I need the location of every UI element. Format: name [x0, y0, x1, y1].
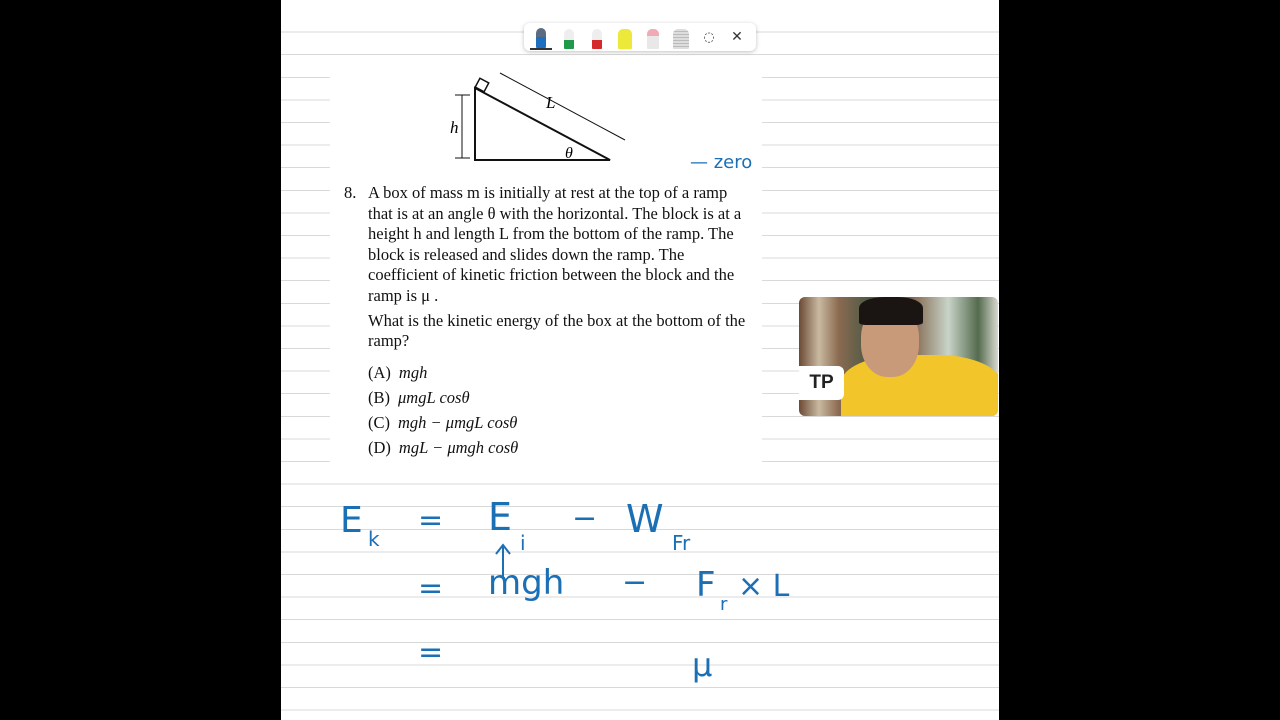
ink-equals-1: =: [418, 503, 444, 538]
webcam-overlay: [799, 297, 998, 416]
ink-mgh: mgh: [488, 563, 565, 603]
label-theta: θ: [565, 145, 573, 162]
label-L: L: [546, 93, 556, 112]
ink-minus-2: −: [622, 565, 648, 600]
ink-equals-2: =: [418, 571, 444, 606]
ink-E: E: [340, 500, 363, 541]
ink-minus-1: −: [572, 501, 598, 536]
option-label: (B): [368, 387, 390, 407]
option-label: (A): [368, 362, 391, 382]
option-value: μmgL cosθ: [398, 387, 470, 407]
option-value: mgL − μmgh cosθ: [398, 437, 519, 457]
option-value: mgh − μmgL cosθ: [398, 412, 518, 432]
lasso-icon: ◌: [703, 29, 715, 45]
ink-zero: — zero: [690, 152, 753, 173]
question-body: A box of mass m is initially at rest at the top of a ramp that is at an angle θ with the horizontal. The block is at a height h and length L from the bottom of the ramp. The block is released and slides down the ramp. The coefficient of kinetic friction between the block and the ramp is μ .: [368, 183, 742, 305]
option-label: (D): [368, 437, 391, 457]
presenter-initials: TP: [799, 366, 844, 400]
ink-times-L: × L: [738, 569, 790, 604]
presenter-shirt: [841, 355, 998, 416]
question-prompt: What is the kinetic energy of the box at the bottom of the ramp?: [368, 310, 746, 351]
option-label: (C): [368, 412, 390, 432]
ink-equals-3: =: [418, 635, 444, 670]
ink-F: F: [696, 565, 716, 605]
label-h: h: [450, 118, 459, 137]
ink-i: i: [520, 531, 526, 555]
ink-mu: μ: [692, 646, 713, 684]
question-number: 8.: [344, 183, 357, 202]
ink-k: k: [368, 527, 380, 551]
ink-r: r: [720, 594, 728, 615]
ink-Ei: E: [488, 495, 513, 539]
ink-Fr-sub: Fr: [672, 531, 691, 555]
ink-W: W: [626, 497, 664, 541]
close-icon: ✕: [731, 29, 743, 45]
option-value: mgh: [398, 362, 428, 382]
presenter-hair: [859, 297, 923, 325]
